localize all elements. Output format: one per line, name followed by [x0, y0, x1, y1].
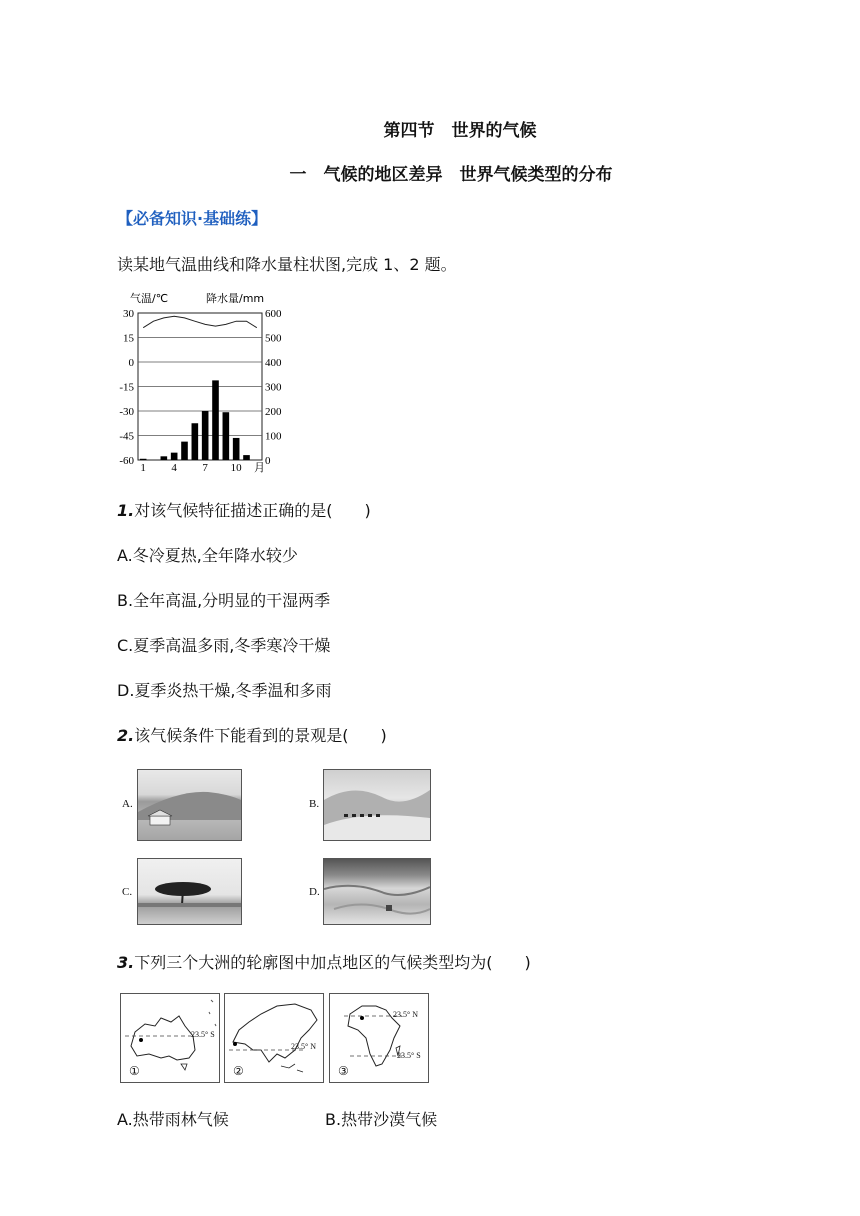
right-tick-label: 100	[265, 430, 282, 443]
q2-image-label-d: D.	[309, 886, 320, 898]
precipitation-bar	[223, 412, 230, 460]
page-subtitle: 一 气候的地区差异 世界气候类型的分布	[289, 165, 613, 185]
left-tick-label: 15	[123, 332, 134, 345]
right-tick-label: 500	[265, 332, 282, 345]
x-tick-label: 4	[171, 462, 177, 474]
intro-text: 读某地气温曲线和降水量柱状图,完成 1、2 题。	[117, 255, 457, 274]
precipitation-bar	[233, 438, 240, 460]
grassland-yurt-image	[137, 769, 242, 841]
q1-option-d: D.夏季炎热干燥,冬季温和多雨	[117, 681, 332, 700]
question-1	[117, 498, 371, 521]
right-tick-label: 300	[265, 381, 282, 394]
map3-latitude-label-s: 23.5° S	[397, 1051, 421, 1060]
q1-option-c: C.夏季高温多雨,冬季寒冷干燥	[117, 636, 331, 655]
desert-camels-drawing	[324, 770, 430, 840]
precipitation-bar	[243, 455, 250, 460]
left-tick-label: -45	[119, 430, 134, 443]
left-tick-label: 0	[128, 357, 134, 369]
grassland-yurt-drawing	[138, 770, 241, 840]
precipitation-bar	[171, 453, 178, 460]
precipitation-bar	[212, 380, 219, 460]
x-tick-label: 1	[140, 462, 146, 474]
left-tick-label: -30	[119, 406, 134, 418]
chart-grid	[138, 313, 262, 460]
precipitation-bar	[202, 411, 209, 460]
x-tick-label: 10	[230, 462, 242, 474]
temperature-curve	[143, 316, 257, 327]
left-tick-label: -15	[119, 381, 134, 394]
question-2-text: 该气候条件下能看到的景观是( )	[134, 726, 387, 745]
x-tick-label: 7	[202, 462, 208, 474]
section-label: 【必备知识·基础练】	[117, 209, 268, 228]
question-2	[117, 723, 387, 746]
right-tick-label: 600	[265, 308, 282, 320]
map1-latitude-label: 23.5° S	[191, 1030, 215, 1039]
question-2-number: 2.	[117, 726, 135, 745]
q1-option-a: A.冬冷夏热,全年降水较少	[117, 546, 298, 565]
desert-camels-image	[323, 769, 431, 841]
precipitation-bar	[192, 423, 199, 460]
map3-latitude-label-n: 23.5° N	[393, 1010, 418, 1019]
tundra-ice-drawing	[324, 859, 430, 924]
q1-option-b: B.全年高温,分明显的干湿两季	[117, 591, 331, 610]
q3-option-a: A.热带雨林气候	[117, 1110, 229, 1129]
map-asia	[224, 993, 324, 1083]
question-1-number: 1.	[117, 501, 135, 520]
right-tick-label: 0	[265, 455, 271, 467]
q3-option-b: B.热带沙漠气候	[325, 1110, 438, 1129]
precipitation-bar	[181, 442, 188, 460]
right-tick-label: 400	[265, 357, 282, 369]
q2-image-label-a: A.	[122, 798, 133, 810]
savanna-acacia-drawing	[138, 859, 241, 924]
left-axis-ticks	[119, 308, 134, 467]
question-3-text: 下列三个大洲的轮廓图中加点地区的气候类型均为( )	[134, 953, 531, 972]
map3-label: ③	[338, 1064, 349, 1078]
y-left-label: 气温/℃	[130, 292, 169, 305]
question-1-text: 对该气候特征描述正确的是( )	[134, 501, 371, 520]
right-axis-ticks	[265, 308, 282, 467]
precipitation-bars	[140, 380, 250, 460]
x-unit-label: 月	[254, 461, 265, 474]
map-africa	[329, 993, 429, 1083]
left-tick-label: 30	[123, 308, 134, 320]
q2-image-label-b: B.	[309, 798, 320, 810]
right-tick-label: 200	[265, 406, 282, 418]
map1-label: ①	[129, 1064, 140, 1078]
left-tick-label: -60	[119, 455, 134, 467]
q2-image-label-c: C.	[122, 886, 133, 898]
precipitation-bar	[161, 456, 168, 460]
climate-chart	[114, 288, 284, 478]
question-3	[117, 950, 531, 973]
map2-latitude-label: 23.5° N	[291, 1042, 316, 1051]
map-australia	[120, 993, 220, 1083]
question-3-number: 3.	[117, 953, 135, 972]
x-axis-ticks	[140, 462, 242, 474]
page-title: 第四节 世界的气候	[383, 121, 537, 141]
tundra-ice-image	[323, 858, 431, 925]
map2-label: ②	[233, 1064, 244, 1078]
precipitation-bar	[140, 459, 147, 460]
y-right-label: 降水量/mm	[206, 292, 265, 305]
savanna-acacia-image	[137, 858, 242, 925]
